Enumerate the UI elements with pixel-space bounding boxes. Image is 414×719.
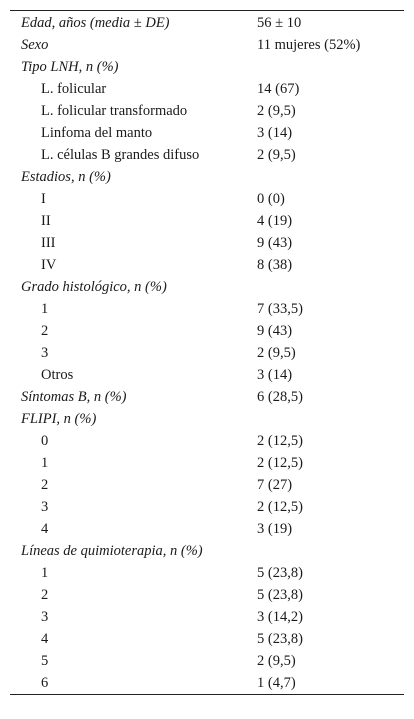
row-value: 1 (4,7) (257, 675, 296, 691)
row-label: 6 (41, 675, 49, 691)
table-row (10, 606, 404, 628)
table-row (10, 584, 404, 606)
row-value: 3 (14) (257, 367, 293, 383)
row-label: 4 (41, 631, 49, 647)
row-value: 3 (14,2) (257, 609, 303, 625)
row-label: 2 (41, 587, 49, 603)
section-label: FLIPI, n (%) (21, 411, 97, 427)
row-label: L. células B grandes difuso (41, 147, 200, 163)
table-row (10, 364, 404, 386)
table-row (10, 342, 404, 364)
table-section-row (10, 166, 404, 188)
row-value: 6 (28,5) (257, 389, 303, 405)
table-row (10, 320, 404, 342)
table-row (10, 232, 404, 254)
table-row (10, 628, 404, 650)
row-label: 1 (41, 455, 49, 471)
section-label: Edad, años (media ± DE) (21, 15, 170, 31)
row-value: 8 (38) (257, 257, 293, 273)
row-label: 5 (41, 653, 49, 669)
row-value: 7 (27) (257, 477, 293, 493)
row-value: 56 ± 10 (257, 15, 302, 31)
section-label: Estadios, n (%) (21, 169, 111, 185)
row-value: 11 mujeres (52%) (257, 37, 361, 53)
row-value: 2 (9,5) (257, 653, 296, 669)
section-label: Tipo LNH, n (%) (21, 59, 119, 75)
table-section-row (10, 56, 404, 78)
row-label: I (41, 191, 46, 207)
table-row (10, 562, 404, 584)
patient-characteristics-table (10, 10, 404, 695)
table-row (10, 430, 404, 452)
table-row (10, 650, 404, 672)
row-value: 9 (43) (257, 235, 293, 251)
table-row (10, 298, 404, 320)
table-section-row (10, 540, 404, 562)
row-value: 2 (9,5) (257, 147, 296, 163)
row-label: 2 (41, 323, 49, 339)
row-label: 3 (41, 499, 49, 515)
row-value: 5 (23,8) (257, 565, 303, 581)
section-label: Líneas de quimioterapia, n (%) (21, 543, 203, 559)
row-value: 2 (12,5) (257, 499, 303, 515)
row-label: Otros (41, 367, 74, 383)
section-label: Sexo (21, 37, 49, 53)
section-label: Síntomas B, n (%) (21, 389, 127, 405)
row-value: 2 (12,5) (257, 433, 303, 449)
table-section-row (10, 276, 404, 298)
row-value: 2 (12,5) (257, 455, 303, 471)
table-section-row (10, 12, 404, 34)
row-value: 5 (23,8) (257, 631, 303, 647)
table-row (10, 474, 404, 496)
row-value: 7 (33,5) (257, 301, 303, 317)
row-value: 5 (23,8) (257, 587, 303, 603)
row-value: 4 (19) (257, 213, 293, 229)
row-label: 1 (41, 301, 49, 317)
table-row (10, 254, 404, 276)
table-row (10, 518, 404, 540)
row-label: II (41, 213, 51, 229)
row-label: L. folicular (41, 81, 107, 97)
table-section-row (10, 386, 404, 408)
table-section-row (10, 34, 404, 56)
row-value: 3 (14) (257, 125, 293, 141)
row-label: Linfoma del manto (41, 125, 153, 141)
table-row (10, 100, 404, 122)
table-section-row (10, 408, 404, 430)
table-row (10, 78, 404, 100)
row-label: 0 (41, 433, 49, 449)
row-label: 4 (41, 521, 49, 537)
table-row (10, 188, 404, 210)
table-row (10, 496, 404, 518)
row-label: 3 (41, 609, 49, 625)
row-value: 2 (9,5) (257, 345, 296, 361)
table-row (10, 672, 404, 694)
row-value: 14 (67) (257, 81, 300, 97)
row-label: IV (41, 257, 57, 273)
row-value: 9 (43) (257, 323, 293, 339)
row-label: L. folicular transformado (41, 103, 188, 119)
row-label: 3 (41, 345, 49, 361)
row-label: 1 (41, 565, 49, 581)
row-value: 0 (0) (257, 191, 285, 207)
table-body (10, 12, 404, 694)
table-row (10, 210, 404, 232)
table-row (10, 122, 404, 144)
row-label: III (41, 235, 56, 251)
row-label: 2 (41, 477, 49, 493)
row-value: 2 (9,5) (257, 103, 296, 119)
table-row (10, 144, 404, 166)
section-label: Grado histológico, n (%) (21, 279, 167, 295)
row-value: 3 (19) (257, 521, 293, 537)
table-row (10, 452, 404, 474)
